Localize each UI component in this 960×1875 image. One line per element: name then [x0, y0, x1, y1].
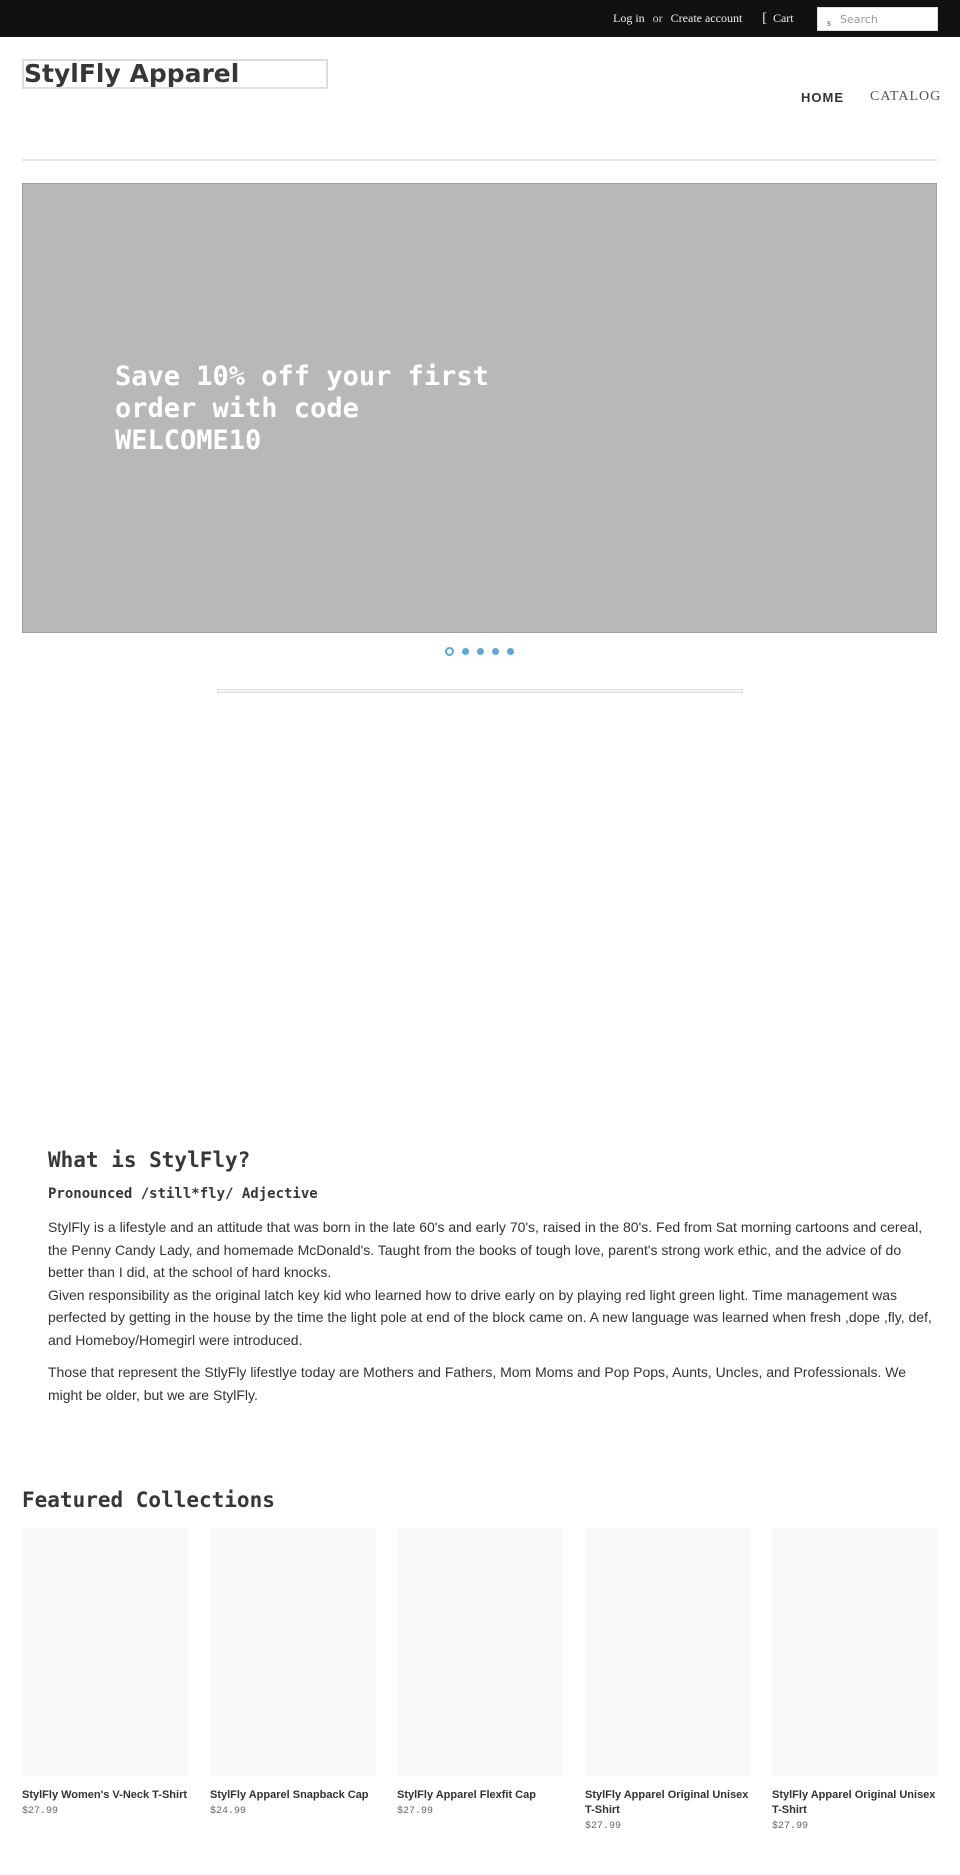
cart-link[interactable]: Cart	[772, 11, 794, 25]
about-text-1b: Given responsibility as the original latch key kid who learned how to drive early on by playing red light green light. Time management was perfected by getting in the house by the time the light pole at end of the block came on. A new language was learned when fresh ,dope ,fly, def, and Homeboy/Homegirl were introduced.	[48, 1286, 932, 1348]
product-card[interactable]	[585, 1528, 751, 1832]
product-price: $24.99	[210, 1806, 247, 1817]
product-price: $27.99	[22, 1806, 59, 1817]
product-price: $27.99	[772, 1821, 809, 1832]
product-card[interactable]	[397, 1528, 563, 1817]
slider-dot-1[interactable]	[445, 647, 454, 656]
slider-dot-4[interactable]	[492, 648, 499, 655]
about-section	[48, 1148, 938, 1416]
product-image[interactable]	[397, 1528, 563, 1776]
about-subtitle: Pronounced /still*fly/ Adjective	[48, 1186, 318, 1202]
embed-frame	[217, 689, 743, 693]
slider-dot-2[interactable]	[462, 648, 469, 655]
product-image[interactable]	[585, 1528, 751, 1776]
about-title: What is StylFly?	[48, 1148, 251, 1172]
product-card[interactable]	[22, 1528, 188, 1817]
product-image[interactable]	[22, 1528, 188, 1776]
slider-dot-3[interactable]	[477, 648, 484, 655]
product-name[interactable]: StylFly Apparel Original Unisex T-Shirt	[585, 1789, 749, 1816]
slider-dot-5[interactable]	[507, 648, 514, 655]
nav-catalog[interactable]: CATALOG	[870, 89, 942, 104]
hero-slide[interactable]	[22, 183, 937, 633]
about-paragraph-1	[48, 1216, 938, 1351]
cart-icon[interactable]: [	[762, 11, 767, 26]
account-links	[613, 11, 794, 27]
product-card[interactable]	[772, 1528, 938, 1832]
search-input[interactable]	[840, 11, 934, 27]
product-name[interactable]: StylFly Women's V-Neck T-Shirt	[22, 1789, 188, 1801]
create-account-link[interactable]: Create account	[670, 11, 743, 25]
nav-home[interactable]: HOME	[801, 90, 844, 105]
site-logo[interactable]: StylFly Apparel	[22, 59, 328, 89]
product-name[interactable]: StylFly Apparel Flexfit Cap	[397, 1789, 536, 1801]
product-image[interactable]	[772, 1528, 938, 1776]
header-divider	[22, 159, 937, 161]
about-paragraph-2: Those that represent the StlyFly lifestlye today are Mothers and Fathers, Mom Moms and Pop Pops, Aunts, Uncles, and Professionals. We might be older, but we are StylFly.	[48, 1364, 907, 1403]
about-text-1a: StylFly is a lifestyle and an attitude that was born in the late 60's and early 70's, raised in the 80's. Fed from Sat morning cartoons and cereal, the Penny Candy Lady, and homemade McDonald's. Taught from the books of tough love, parent's strong work ethic, and the advice of do better than I did, at the school of hard knocks.	[48, 1219, 923, 1280]
or-text: or	[652, 11, 663, 25]
search-box	[817, 7, 938, 31]
search-icon[interactable]: s	[827, 18, 831, 29]
product-name[interactable]: StylFly Apparel Original Unisex T-Shirt	[772, 1789, 936, 1816]
product-image[interactable]	[210, 1528, 376, 1776]
top-bar	[0, 0, 960, 37]
hero-text: Save 10% off your first order with code WELCOME10	[115, 361, 489, 456]
product-card[interactable]	[210, 1528, 376, 1817]
product-price: $27.99	[585, 1821, 622, 1832]
product-name[interactable]: StylFly Apparel Snapback Cap	[210, 1789, 369, 1801]
featured-title: Featured Collections	[22, 1488, 275, 1512]
login-link[interactable]: Log in	[613, 11, 645, 25]
product-price: $27.99	[397, 1806, 434, 1817]
